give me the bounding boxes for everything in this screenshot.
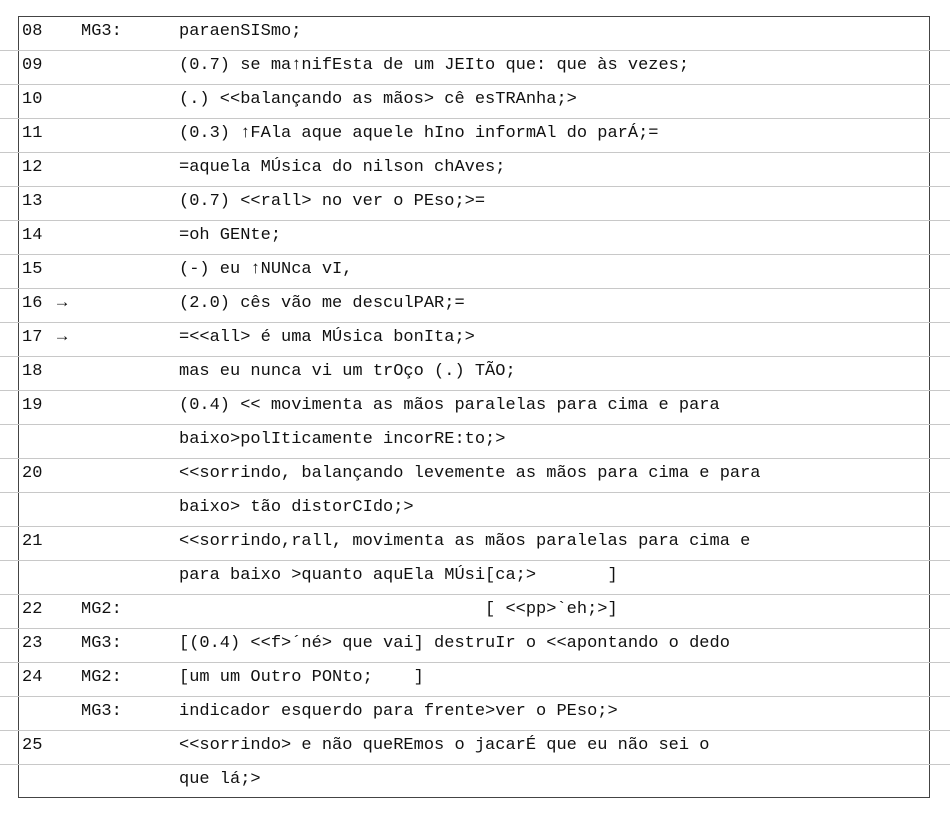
utterance-text: [ <<pp>`eh;>] [179,600,618,619]
line-number: 24 [22,668,43,687]
transcript-line [0,526,950,561]
utterance-text: [um um Outro PONto; ] [179,668,424,687]
line-number: 22 [22,600,43,619]
transcript-line [0,152,950,187]
line-number: 16 [22,294,43,313]
arrow-icon: → [57,328,68,347]
transcript-line [0,764,950,798]
transcript-line [0,492,950,527]
arrow-icon: → [57,294,68,313]
transcript-line [0,628,950,663]
speaker-label: MG3: [81,634,122,653]
speaker-label: MG2: [81,600,122,619]
line-number: 08 [22,22,43,41]
utterance-text: (0.3) ↑FAla aque aquele hIno informAl do parÁ;= [179,124,659,143]
utterance-text: (0.4) << movimenta as mãos paralelas para cima e para [179,396,720,415]
line-number: 11 [22,124,43,143]
line-number: 17 [22,328,43,347]
transcript-line [0,730,950,765]
utterance-text: =oh GENte; [179,226,282,245]
transcript-line [0,16,950,51]
utterance-text: =<<all> é uma MÚsica bonIta;> [179,328,475,347]
speaker-label: MG2: [81,668,122,687]
utterance-text: baixo> tão distorCIdo;> [179,498,414,517]
line-number: 19 [22,396,43,415]
utterance-text: (-) eu ↑NUNca vI, [179,260,353,279]
line-number: 18 [22,362,43,381]
speaker-label: MG3: [81,22,122,41]
line-number: 21 [22,532,43,551]
utterance-text: (0.7) se ma↑nifEsta de um JEIto que: que às vezes; [179,56,690,75]
transcript-line [0,662,950,697]
utterance-text: [(0.4) <<f>´né> que vai] destruIr o <<apontando o dedo [179,634,730,653]
transcript-line [0,220,950,255]
utterance-text: (2.0) cês vão me desculPAR;= [179,294,465,313]
line-number: 15 [22,260,43,279]
transcript-line [0,50,950,85]
line-number: 14 [22,226,43,245]
utterance-text: =aquela MÚsica do nilson chAves; [179,158,506,177]
utterance-text: <<sorrindo,rall, movimenta as mãos paralelas para cima e [179,532,751,551]
utterance-text: mas eu nunca vi um trOço (.) TÃO; [179,362,516,381]
line-number: 09 [22,56,43,75]
transcript-line [0,560,950,595]
line-number: 13 [22,192,43,211]
utterance-text: indicador esquerdo para frente>ver o PEso;> [179,702,618,721]
utterance-text: (.) <<balançando as mãos> cê esTRAnha;> [179,90,577,109]
utterance-text: paraenSISmo; [179,22,302,41]
utterance-text: <<sorrindo, balançando levemente as mãos para cima e para [179,464,761,483]
line-number: 25 [22,736,43,755]
transcript-line [0,288,950,323]
transcript-line [0,390,950,425]
transcript-line [0,254,950,289]
utterance-text: baixo>polIticamente incorRE:to;> [179,430,506,449]
utterance-text: para baixo >quanto aquEla MÚsi[ca;> ] [179,566,618,585]
transcript-line [0,84,950,119]
transcript-line [0,186,950,221]
transcript-line [0,356,950,391]
line-number: 10 [22,90,43,109]
transcript-line [0,696,950,731]
line-number: 23 [22,634,43,653]
utterance-text: (0.7) <<rall> no ver o PEso;>= [179,192,486,211]
transcript-line [0,458,950,493]
transcript-line [0,118,950,153]
line-number: 20 [22,464,43,483]
transcript-line [0,424,950,459]
transcript-line [0,594,950,629]
transcript-line [0,322,950,357]
utterance-text: <<sorrindo> e não queREmos o jacarÉ que eu não sei o [179,736,710,755]
line-number: 12 [22,158,43,177]
utterance-text: que lá;> [179,770,261,789]
speaker-label: MG3: [81,702,122,721]
